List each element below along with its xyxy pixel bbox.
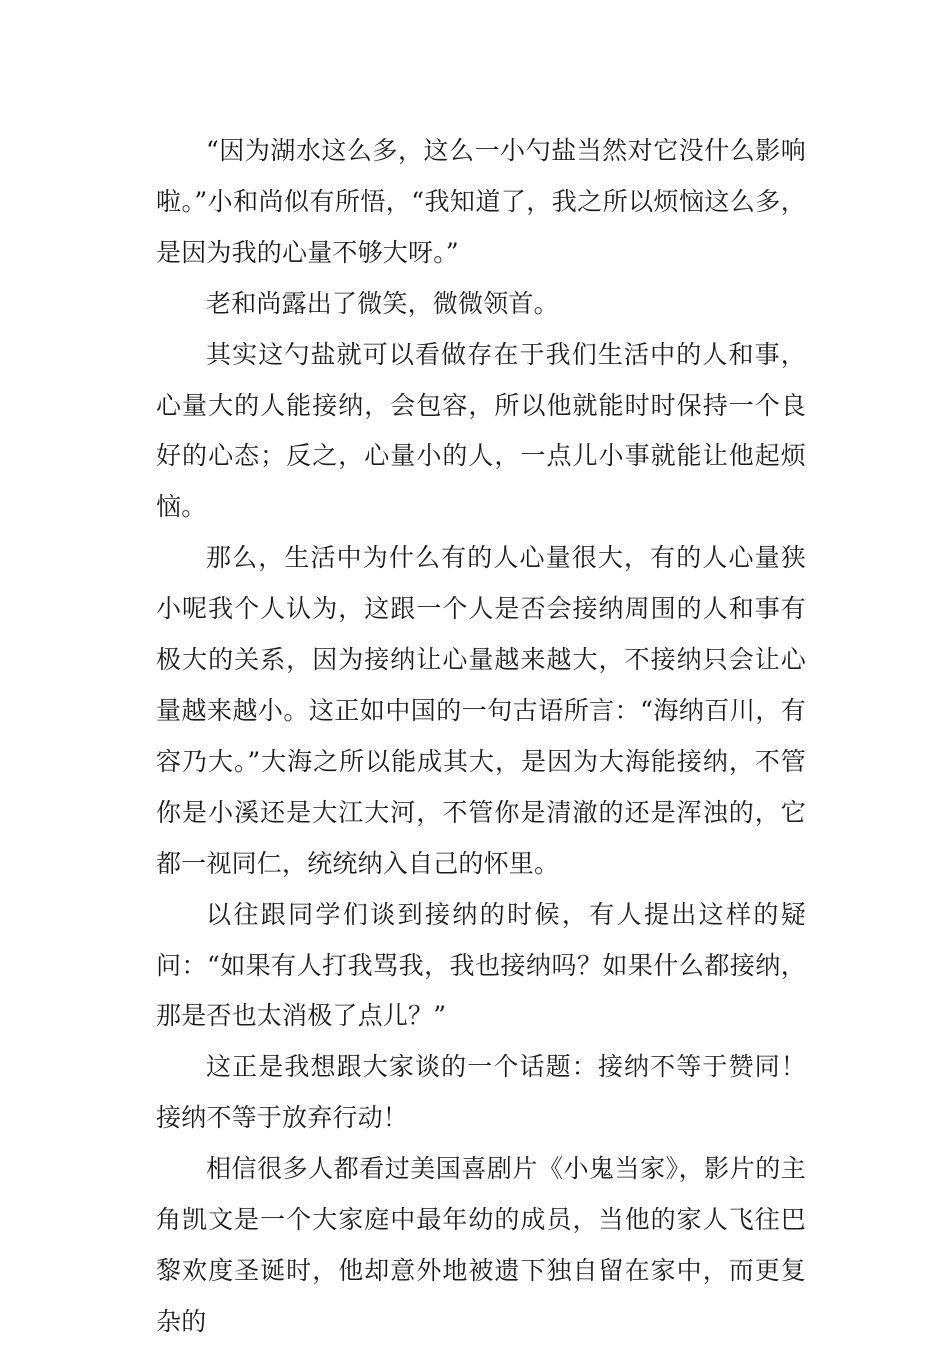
paragraph-3: 其实这勺盐就可以看做存在于我们生活中的人和事，心量大的人能接纳，会包容，所以他就能时时保持一个良好的心态；反之，心量小的人，一点儿小事就能让他起烦恼。 [156, 339, 806, 522]
paragraph-6: 这正是我想跟大家谈的一个话题：接纳不等于赞同！接纳不等于放弃行动！ [156, 1052, 806, 1133]
paragraph-5: 以往跟同学们谈到接纳的时候，有人提出这样的疑问：“如果有人打我骂我，我也接纳吗？如果什么都接纳，那是否也太消极了点儿？” [156, 899, 806, 1031]
paragraph-2: 老和尚露出了微笑，微微领首。 [206, 288, 559, 318]
paragraph-1: “因为湖水这么多，这么一小勺盐当然对它没什么影响啦。”小和尚似有所悟，“我知道了，我之所以烦恼这么多，是因为我的心量不够大呀。” [156, 136, 806, 267]
body-text [156, 126, 806, 1348]
paragraph-4: 那么，生活中为什么有的人心量很大，有的人心量狭小呢我个人认为，这跟一个人是否会接纳周围的人和事有极大的关系，因为接纳让心量越来越大，不接纳只会让心量越来越小。这正如中国的一句古语所言：“海纳百川，有容乃大。”大海之所以能成其大，是因为大海能接纳，不管你是小溪还是大江大河，不管你是清澈的还是浑浊的，它都一视同仁，统统纳入自己的怀里。 [156, 543, 806, 878]
paragraph-7: 相信很多人都看过美国喜剧片《小鬼当家》，影片的主角凯文是一个大家庭中最年幼的成员，当他的家人飞往巴黎欢度圣诞时，他却意外地被遗下独自留在家中，而更复杂的 [156, 1154, 806, 1336]
